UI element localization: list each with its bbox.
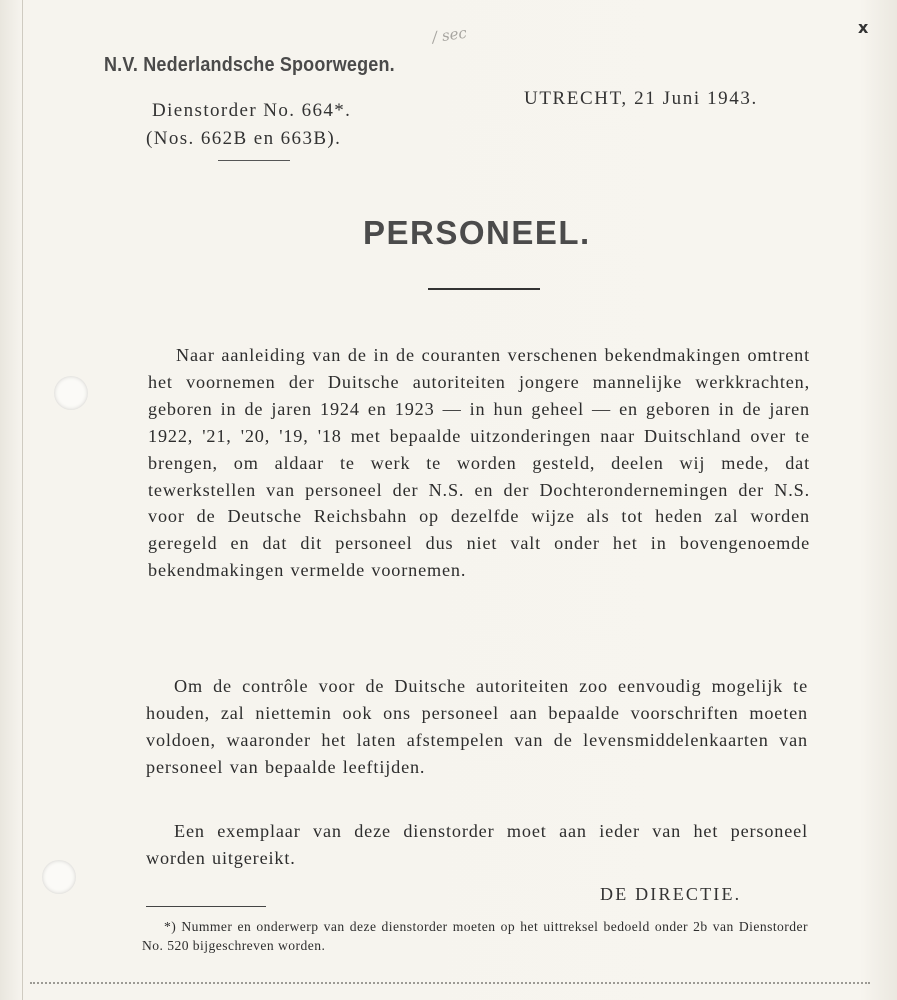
document-title: PERSONEEL. <box>363 214 591 251</box>
footnote: *) Nummer en onderwerp van deze dienstorder moeten op het uittreksel bedoeld onder 2b van Dienstorder No. 520 bijgeschreven worden. <box>142 919 808 953</box>
title-rule <box>428 288 540 290</box>
order-number: Dienstorder No. 664*. <box>152 100 352 121</box>
body-paragraph-1: Naar aanleiding van de in de couranten verschenen bekendmakingen omtrent het voornemen der Duitsche autoriteiten jongere mannelijke werkkrachten, geboren in de jaren 1924 en 1923 — in hun geheel — en geboren in de jaren 1922, '21, '20, '19, '18 met bepaalde uitzonderingen naar Duitschland over te brengen, om aldaar te werk te worden gesteld, deelen wij mede, dat tewerkstellen van personeel der N.S. en der Dochterondernemingen der N.S. voor de Deutsche Reichsbahn op dezelfde wijze als tot heden zal worden geregeld en dat dit personeel dus niet valt onder het in bovengenoemde bekendmakingen vermelde voornemen. <box>148 345 810 581</box>
footnote-rule <box>146 906 266 907</box>
order-references: (Nos. 662B en 663B). <box>146 128 342 149</box>
paper-edge <box>22 0 23 1000</box>
header-rule <box>218 160 290 161</box>
punch-hole-bottom <box>42 860 76 894</box>
punch-hole-top <box>54 376 88 410</box>
place-date: UTRECHT, 21 Juni 1943. <box>524 88 758 109</box>
pencil-annotation: / sec <box>430 23 468 47</box>
signature: DE DIRECTIE. <box>600 884 742 904</box>
body-paragraph-3: Een exemplaar van deze dienstorder moet aan ieder van het personeel worden uitgereikt. <box>146 821 808 868</box>
corner-mark: x <box>858 18 869 37</box>
bottom-border <box>30 982 870 984</box>
body-paragraph-2: Om de contrôle voor de Duitsche autoriteiten zoo eenvoudig mogelijk te houden, zal niettemin ook ons personeel aan bepaalde voorschriften moeten voldoen, waaronder het laten afstempelen van de levensmiddelenkaarten van personeel van bepaalde leeftijden. <box>146 676 808 777</box>
company-name: N.V. Nederlandsche Spoorwegen. <box>104 54 395 76</box>
